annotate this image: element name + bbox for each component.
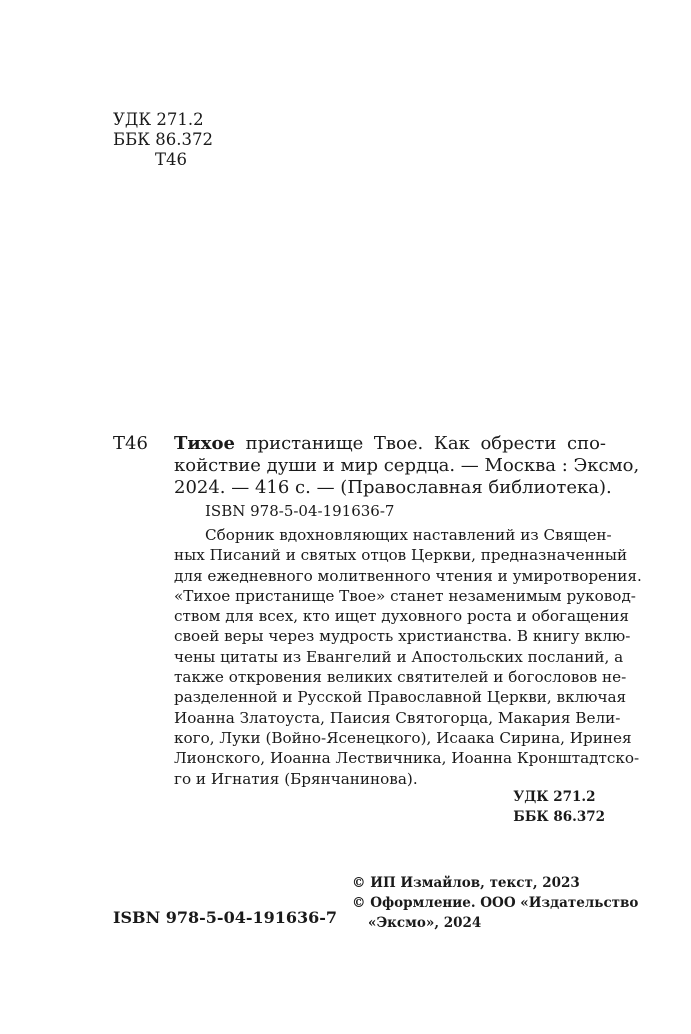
entry-title-rest: пристанище Твое. Как обрести спо- xyxy=(234,433,606,454)
entry-line-1 xyxy=(174,433,606,455)
author-sign: Т46 xyxy=(155,150,188,169)
annotation-line: своей веры через мудрость христианства. В книгу вклю- xyxy=(174,627,631,646)
classification-top xyxy=(113,110,213,170)
annotation-line: Сборник вдохновляющих наставлений из Священ- xyxy=(205,526,612,544)
udk-code: УДК 271.2 xyxy=(113,110,204,129)
entry-title-bold: Тихое xyxy=(174,433,235,454)
annotation-line: чены цитаты из Евангелий и Апостольских посланий, а xyxy=(174,647,624,666)
copyright-text: © ИП Измайлов, текст, 2023 xyxy=(352,875,580,891)
isbn-footer: ISBN 978-5-04-191636-7 xyxy=(113,908,338,927)
annotation-line: ных Писаний и святых отцов Церкви, предназначенный xyxy=(174,546,628,565)
bbk-code-bottom: ББК 86.372 xyxy=(513,809,605,825)
copyright-design: © Оформление. ООО «Издательство xyxy=(352,895,639,911)
annotation-line: «Тихое пристанище Твое» станет незаменимым руковод- xyxy=(174,586,636,605)
entry-author-sign: Т46 xyxy=(113,433,148,454)
annotation-line: кого, Луки (Войно-Ясенецкого), Исаака Сирина, Иринея xyxy=(174,728,632,747)
udk-code-bottom: УДК 271.2 xyxy=(513,789,596,805)
entry-line-2: койствие души и мир сердца. — Москва : Эксмо, xyxy=(174,455,640,476)
isbn-entry: ISBN 978-5-04-191636-7 xyxy=(205,502,395,520)
bbk-code: ББК 86.372 xyxy=(113,130,213,149)
classification-bottom xyxy=(513,787,605,827)
annotation-line: Иоанна Златоуста, Паисия Святогорца, Макария Вели- xyxy=(174,708,621,727)
annotation-line: го и Игнатия (Брянчанинова). xyxy=(174,769,418,788)
entry-line-3: 2024. — 416 с. — (Православная библиотека). xyxy=(174,477,612,498)
annotation-line: Лионского, Иоанна Лествичника, Иоанна Кронштадтско- xyxy=(174,749,640,768)
annotation xyxy=(174,525,642,789)
annotation-line: также откровения великих святителей и богословов не- xyxy=(174,668,627,687)
copyright-design-cont: «Эксмо», 2024 xyxy=(368,915,482,931)
annotation-line: для ежедневного молитвенного чтения и умиротворения. xyxy=(174,566,642,585)
bibliographic-entry xyxy=(174,433,640,499)
annotation-line: разделенной и Русской Православной Церкви, включая xyxy=(174,688,627,707)
copyright-block xyxy=(352,873,638,933)
annotation-line: ством для всех, кто ищет духовного роста и обогащения xyxy=(174,607,629,626)
